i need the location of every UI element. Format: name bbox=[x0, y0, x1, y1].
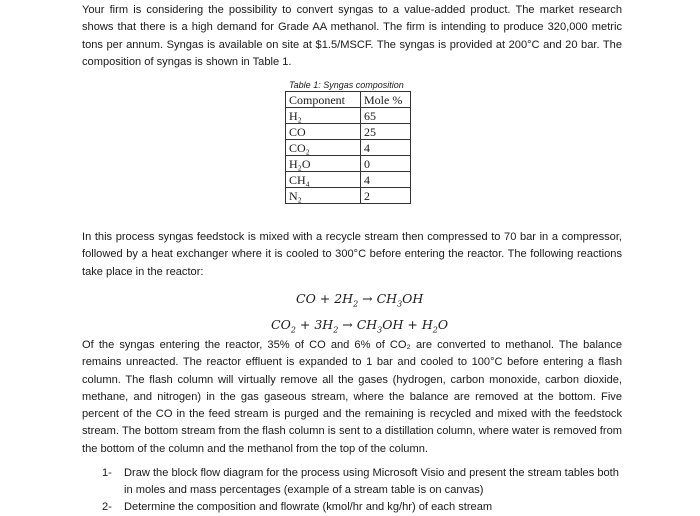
cell-mole: 2 bbox=[361, 188, 411, 204]
header-mole: Mole % bbox=[361, 92, 411, 108]
eq2-sub: 3 bbox=[377, 325, 383, 335]
cell-component: CO bbox=[286, 124, 361, 140]
eq2-sub: 2 bbox=[333, 325, 339, 335]
cell-component: N₂ bbox=[286, 188, 361, 204]
table-caption: Table 1: Syngas composition bbox=[289, 80, 404, 90]
eq2-part: O bbox=[437, 317, 449, 332]
conversion-paragraph: Of the syngas entering the reactor, 35% of CO and 6% of CO₂ are converted to methanol. The balance remains unreacted. The reactor effluent is expanded to 1 bar and cooled to 100°C before entering a flash column. The flash column will virtually remove all the gases (hydrogen, carbon monoxide, carbon dioxide, methane, and nitrogen) in the gas gaseous stream, where the balance are removed at the bottom. Five percent of the CO in the feed stream is purged and the remaining is recycled and mixed with the feedstock stream. The bottom stream from the flash column is sent to a distillation column, where water is removed from the bottom of the column and the methanol from the top of the column. bbox=[82, 339, 622, 455]
process-paragraph: In this process syngas feedstock is mixed with a recycle stream then compressed to 70 bar in a compressor, followed by a heat exchanger where it is cooled to 300°C before entering the reactor. The following reactions take place in the reactor: bbox=[82, 231, 622, 278]
cell-component: CO₂ bbox=[286, 140, 361, 156]
cell-mole: 4 bbox=[361, 172, 411, 188]
reaction-equation-2 bbox=[271, 317, 448, 335]
table-row bbox=[286, 140, 411, 156]
list-number: 2- bbox=[102, 501, 112, 513]
eq1-part: CO + 2H bbox=[296, 291, 354, 306]
intro-paragraph: Your firm is considering the possibility to convert syngas to a value-added product. The market research shows that there is a high demand for Grade AA methanol. The firm is intending to produce 320,000 metric tons per annum. Syngas is available on site at $1.5/MSCF. The syngas is provided at 200°C and 20 bar. The composition of syngas is shown in Table 1. bbox=[82, 4, 622, 68]
table-row bbox=[286, 172, 411, 188]
cell-component: H₂ bbox=[286, 108, 361, 124]
header-component: Component bbox=[286, 92, 361, 108]
eq1-part: → CH bbox=[358, 291, 398, 306]
table-row bbox=[286, 108, 411, 124]
eq2-part: CO bbox=[271, 317, 291, 332]
eq2-part: → CH bbox=[338, 317, 378, 332]
cell-mole: 0 bbox=[361, 156, 411, 172]
table-header-row bbox=[286, 92, 411, 108]
syngas-composition-table bbox=[285, 91, 411, 204]
eq2-sub: 2 bbox=[432, 325, 438, 335]
cell-mole: 25 bbox=[361, 124, 411, 140]
list-text: Determine the composition and flowrate (kmol/hr and kg/hr) of each stream bbox=[124, 501, 493, 513]
eq1-sub: 3 bbox=[397, 299, 403, 309]
eq2-part: OH + H bbox=[382, 317, 433, 332]
table-row bbox=[286, 156, 411, 172]
eq1-sub: 2 bbox=[353, 299, 359, 309]
table-row bbox=[286, 188, 411, 204]
eq2-sub: 2 bbox=[290, 325, 296, 335]
eq1-part: OH bbox=[402, 291, 424, 306]
cell-component: CH₄ bbox=[286, 172, 361, 188]
list-text: Draw the block flow diagram for the process using Microsoft Visio and present the stream tables both in moles and mass percentages (example of a stream table is on canvas) bbox=[124, 467, 619, 497]
cell-component: H₂O bbox=[286, 156, 361, 172]
cell-mole: 65 bbox=[361, 108, 411, 124]
cell-mole: 4 bbox=[361, 140, 411, 156]
list-number: 1- bbox=[102, 467, 112, 479]
table-row bbox=[286, 124, 411, 140]
eq2-part: + 3H bbox=[295, 317, 334, 332]
reaction-equation-1 bbox=[296, 291, 423, 309]
